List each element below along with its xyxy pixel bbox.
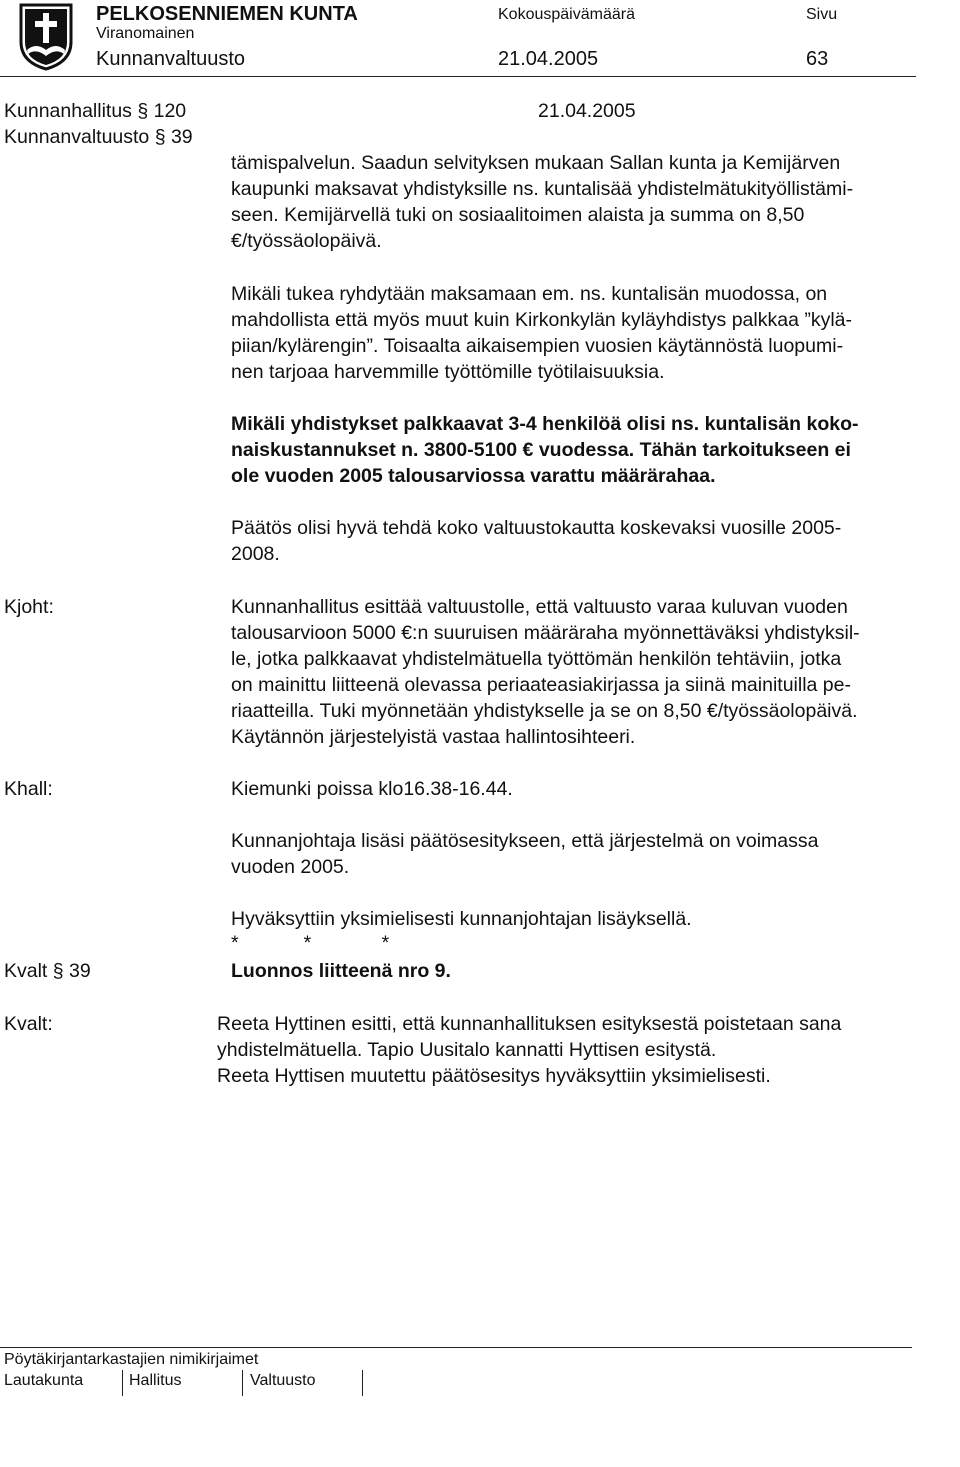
board-reference: Kunnanhallitus § 120 xyxy=(4,100,187,122)
footer-column-divider xyxy=(242,1370,243,1396)
text-line: naiskustannukset n. 3800-5100 € vuodessa. Tähän tarkoitukseen ei xyxy=(231,439,851,461)
khall-absence-note: Kiemunki poissa klo16.38-16.44. xyxy=(231,778,513,800)
text-line: yhdistelmätuella. Tapio Uusitalo kannatti Hyttisen esitystä. xyxy=(217,1039,717,1061)
text-line: Mikäli tukea ryhdytään maksamaan em. ns. kuntalisän muodossa, on xyxy=(231,283,828,305)
text-line: le, jotka palkkaavat yhdistelmätuella työttömän henkilön tehtäviin, jotka xyxy=(231,648,842,670)
footer-board-column: Lautakunta xyxy=(4,1372,84,1389)
paragraph-3-cost-estimate xyxy=(231,411,859,489)
draft-attachment-note: Luonnos liitteenä nro 9. xyxy=(231,960,451,982)
municipality-crest-logo xyxy=(18,2,74,72)
khall-addition xyxy=(231,828,819,880)
text-line: seen. Kemijärvellä tuki on sosiaalitoimen alaista ja summa on 8,50 xyxy=(231,204,805,226)
footer-title: Pöytäkirjantarkastajien nimikirjaimet xyxy=(4,1351,259,1368)
text-line: Kunnanhallitus esittää valtuustolle, että valtuusto varaa kuluvan vuoden xyxy=(231,596,848,618)
paragraph-2 xyxy=(231,281,852,385)
council-reference: Kunnanvaltuusto § 39 xyxy=(4,126,193,148)
text-line: piian/kylärengin”. Toisaalta aikaisempien vuosien käytännöstä luopumi- xyxy=(231,335,844,357)
meeting-date: 21.04.2005 xyxy=(498,48,599,70)
authority-value: Kunnanvaltuusto xyxy=(96,48,246,70)
footer-column-divider xyxy=(122,1370,123,1396)
kvalt-decision xyxy=(217,1011,841,1089)
text-line: ole vuoden 2005 talousarviossa varattu määrärahaa. xyxy=(231,465,716,487)
text-line: Kunnanjohtaja lisäsi päätösesitykseen, että järjestelmä on voimassa xyxy=(231,830,819,852)
text-line: Käytännön järjestelyistä vastaa hallintosihteeri. xyxy=(231,726,636,748)
footer-executive-column: Hallitus xyxy=(129,1372,182,1389)
text-line: Reeta Hyttisen muutettu päätösesitys hyväksyttiin yksimielisesti. xyxy=(217,1065,771,1087)
section-separator-stars: * * * xyxy=(231,932,390,954)
text-line: vuoden 2005. xyxy=(231,856,350,878)
text-line: talousarvioon 5000 €:n suuruisen määräraha myönnettäväksi yhdistyksil- xyxy=(231,622,860,644)
text-line: nen tarjoaa harvemmille työttömille työtilaisuuksia. xyxy=(231,361,665,383)
text-line: Mikäli yhdistykset palkkaavat 3-4 henkilöä olisi ns. kuntalisän koko- xyxy=(231,413,859,435)
footer-council-column: Valtuusto xyxy=(250,1372,316,1389)
kvalt-section-label: Kvalt § 39 xyxy=(4,960,91,982)
text-line: kaupunki maksavat yhdistyksille ns. kuntalisää yhdistelmätukityöllistämi- xyxy=(231,178,854,200)
footer-divider xyxy=(0,1347,912,1348)
text-line: mahdollista että myös muut kuin Kirkonkylän kyläyhdistys palkkaa ”kylä- xyxy=(231,309,853,331)
text-line: €/työssäolopäivä. xyxy=(231,230,382,252)
paragraph-4 xyxy=(231,515,841,567)
municipality-name: PELKOSENNIEMEN KUNTA xyxy=(96,3,358,25)
board-reference-date: 21.04.2005 xyxy=(538,100,636,122)
kjoht-label: Kjoht: xyxy=(4,596,54,618)
page-number-label: Sivu xyxy=(806,6,838,23)
kvalt-label: Kvalt: xyxy=(4,1013,53,1035)
page-number: 63 xyxy=(806,48,829,70)
khall-decision: Hyväksyttiin yksimielisesti kunnanjohtajan lisäyksellä. xyxy=(231,908,692,930)
text-line: Reeta Hyttinen esitti, että kunnanhallituksen esityksestä poistetaan sana xyxy=(217,1013,842,1035)
khall-label: Khall: xyxy=(4,778,53,800)
text-line: riaatteilla. Tuki myönnetään yhdistykselle ja se on 8,50 €/työssäolopäivä. xyxy=(231,700,858,722)
text-line: on mainittu liitteenä olevassa periaateasiakirjassa ja siinä mainituilla pe- xyxy=(231,674,851,696)
kjoht-proposal xyxy=(231,594,860,750)
header-divider xyxy=(0,76,916,77)
meeting-date-label: Kokouspäivämäärä xyxy=(498,6,635,23)
paragraph-1 xyxy=(231,150,853,254)
text-line: 2008. xyxy=(231,543,280,565)
text-line: tämispalvelun. Saadun selvityksen mukaan Sallan kunta ja Kemijärven xyxy=(231,152,841,174)
footer-column-divider xyxy=(362,1370,363,1396)
authority-label: Viranomainen xyxy=(96,25,195,42)
text-line: Päätös olisi hyvä tehdä koko valtuustokautta koskevaksi vuosille 2005- xyxy=(231,517,842,539)
